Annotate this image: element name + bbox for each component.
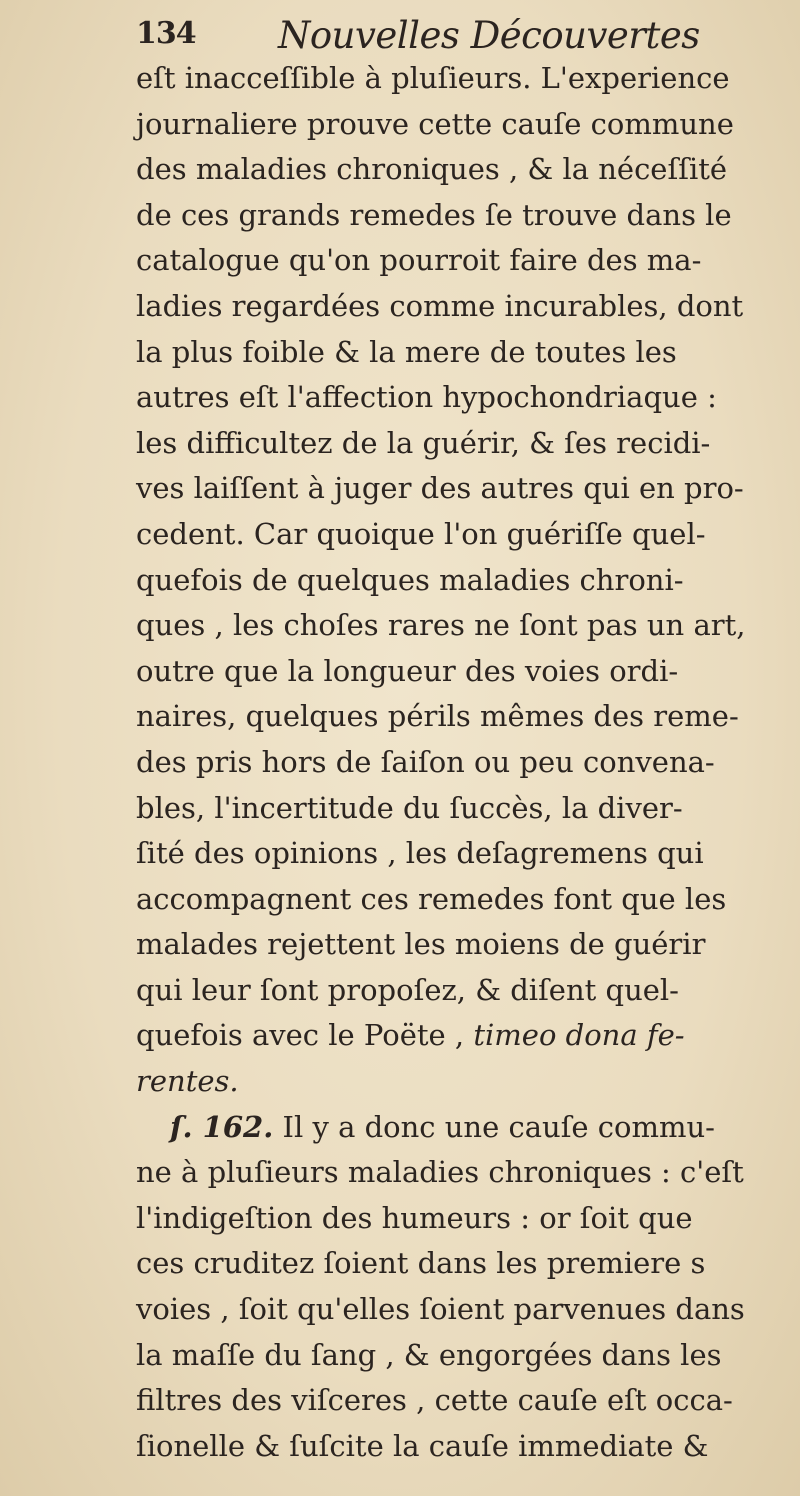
latin-quote-end: rentes. (136, 1064, 239, 1099)
text-line: ſionelle & ſuſcite la cauſe immediate & (136, 1428, 709, 1463)
section-text: Il y a donc une cauſe commu- (282, 1109, 715, 1144)
text-line: la plus foible & la mere de toutes les (136, 334, 677, 369)
text-line: ladies regardées comme incurables, dont (136, 288, 744, 323)
text-line: autres eſt l'affection hypochondriaque : (136, 380, 717, 415)
running-title: Nouvelles Découvertes (278, 14, 700, 57)
text-line: qui leur ſont propoſez, & diſent quel- (136, 972, 679, 1007)
text-line: malades rejettent les moiens de guérir (136, 927, 706, 962)
text-line: ves laiſſent à juger des autres qui en pro- (136, 471, 744, 506)
body-text (136, 56, 800, 1469)
text-line: des maladies chroniques , & la néceſſité (136, 152, 728, 187)
text-line: les difficultez de la guérir, & ſes recidi- (136, 425, 711, 460)
text-line: journaliere prouve cette cauſe commune (136, 106, 734, 141)
text-line-with-quote (136, 1013, 800, 1059)
text-line: cedent. Car quoique l'on guériſſe quel- (136, 516, 706, 551)
section-number: ſ. 162. (170, 1109, 274, 1144)
text-line: outre que la longueur des voies ordi- (136, 653, 679, 688)
text-line: quefois de quelques maladies chroni- (136, 562, 684, 597)
latin-quote: timeo dona fe- (473, 1018, 685, 1053)
section-first-line (136, 1105, 800, 1151)
text-line: de ces grands remedes ſe trouve dans le (136, 197, 732, 232)
text-line: ſité des opinions , les deſagremens qui (136, 836, 704, 871)
text-line: ces cruditez ſoient dans les premiere s (136, 1246, 706, 1281)
text-line-start: quefois avec le Poëte , (136, 1018, 465, 1053)
text-line: accompagnent ces remedes font que les (136, 881, 727, 916)
text-line: l'indigeſtion des humeurs : or ſoit que (136, 1200, 693, 1235)
text-line: la maſſe du ſang , & engorgées dans les (136, 1337, 722, 1372)
text-line: eſt inacceſſible à pluſieurs. L'experience (136, 61, 730, 95)
text-line: filtres des viſceres , cette cauſe eſt occa- (136, 1383, 733, 1418)
page-number: 134 (136, 16, 196, 51)
text-line: catalogue qu'on pourroit faire des ma- (136, 243, 702, 278)
text-line: bles, l'incertitude du ſuccès, la diver- (136, 790, 683, 825)
text-line: ne à pluſieurs maladies chroniques : c'eſt (136, 1155, 744, 1190)
text-line: voies , ſoit qu'elles ſoient parvenues dans (136, 1292, 745, 1327)
text-line: ques , les choſes rares ne ſont pas un art, (136, 608, 746, 643)
text-line: des pris hors de ſaiſon ou peu convena- (136, 744, 715, 779)
text-line: naires, quelques périls mêmes des reme- (136, 699, 739, 734)
